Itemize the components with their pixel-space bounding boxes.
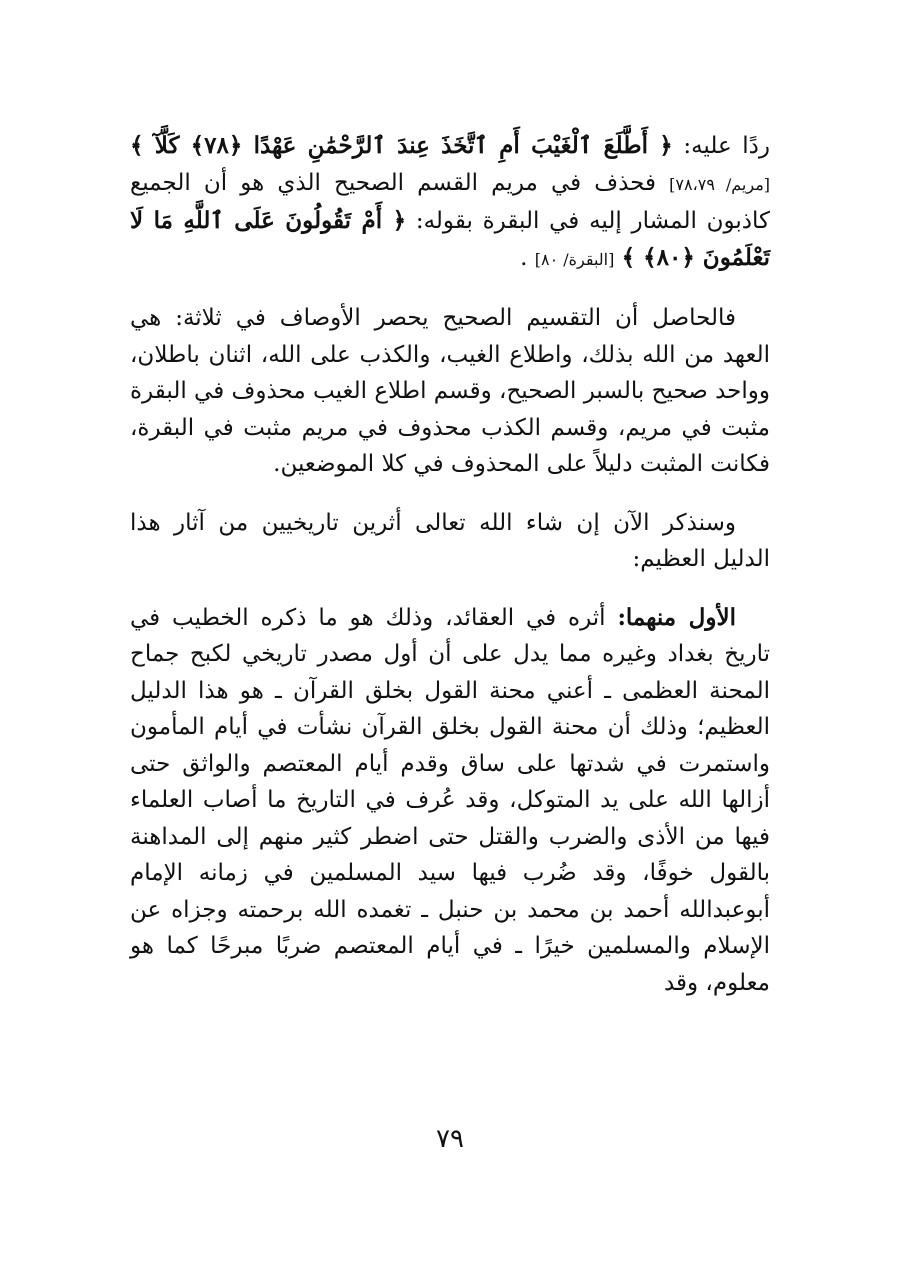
paragraph-quran-refutation bbox=[130, 128, 770, 278]
quran-verse-maryam: ﴿ أَطَّلَعَ ٱلْغَيْبَ أَمِ ٱتَّخَذَ عِندَ ٱلرَّحْمَٰنِ عَهْدًا ﴿٧٨﴾ كَلَّآ ﴾ bbox=[130, 132, 673, 159]
paragraph-first-effect bbox=[130, 600, 770, 1002]
quran-verse-baqara: ﴿ أَمْ تَقُولُونَ عَلَى ٱللَّهِ مَا لَا تَعْلَمُونَ ﴿٨٠﴾ ﴾ bbox=[130, 207, 770, 271]
page-body bbox=[130, 128, 770, 1001]
explanation-text: فحذف في مريم القسم الصحيح الذي هو أن الجميع كاذبون المشار إليه في البقرة بقوله: bbox=[130, 169, 771, 234]
paragraph-historical-intro: وسنذكر الآن إن شاء الله تعالى أثرين تاريخيين من آثار هذا الدليل العظيم: bbox=[130, 509, 770, 572]
verse-reference-maryam: [مريم/ ٧٨،٧٩] bbox=[669, 174, 771, 194]
paragraph-summary: فالحاصل أن التقسيم الصحيح يحصر الأوصاف في ثلاثة: هي العهد من الله بذلك، واطلاع الغيب، والكذب على الله، اثنان باطلان، وواحد صحيح بالسبر الصحيح، وقسم اطلاع الغيب محذوف في البقرة مثبت في مريم، وقسم الكذب محذوف في مريم مثبت في البقرة، فكانت المثبت دليلاً على المحذوف في كلا الموضعين. bbox=[130, 305, 770, 477]
first-effect-heading: الأول منهما: bbox=[617, 603, 736, 631]
first-effect-text: أثره في العقائد، وذلك هو ما ذكره الخطيب في تاريخ بغداد وغيره مما يدل على أن أول مصدر تاريخي لكبح جماح المحنة العظمى ـ أعني محنة القول بخلق القرآن ـ هو هذا الدليل العظيم؛ وذلك أن محنة القول بخلق القرآن نشأت في أيام المأمون واستمرت في شدتها على ساق وقدم أيام المعتصم والواثق حتى أزالها الله على يد المتوكل، وقد عُرف في التاريخ ما أصاب العلماء فيها من الأذى والضرب والقتل حتى اضطر كثير منهم إلى المداهنة بالقول خوفًا، وقد ضُرب فيها سيد المسلمين في زمانه الإمام أبوعبدالله أحمد بن محمد بن حنبل ـ تغمده الله برحمته وجزاه عن الإسلام والمسلمين خيرًا ـ في أيام المعتصم ضربًا مبرحًا كما هو معلوم، وقد bbox=[130, 604, 770, 996]
page-number: ٧٩ bbox=[436, 1124, 464, 1154]
verse-reference-baqara: [البقرة/ ٨٠] bbox=[534, 249, 615, 269]
sentence-end: . bbox=[520, 244, 528, 271]
intro-text: ردًا عليه: bbox=[672, 133, 770, 159]
